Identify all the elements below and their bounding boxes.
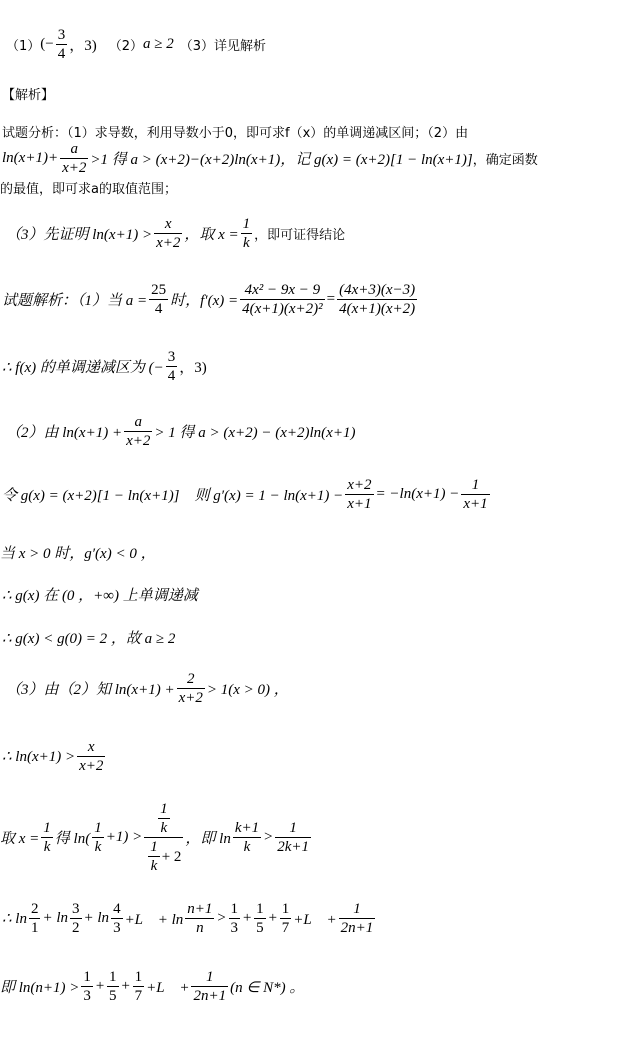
- solution-line-9: ∴ ln(x+1) > $\frac{x}{x+2}$: [2, 739, 104, 774]
- analysis-line-3: 的最值，即可求a的取值范围；: [0, 182, 177, 197]
- solution-line-12: 即 ln(n+1) > $\frac{1}{3}$ + $\frac{1}{5}$ + $\frac{1}{7}$ +L + $\frac{1}{2n+1}$ (n ∈ N*) 。: [0, 969, 305, 1004]
- answer-1-prefix: (−: [40, 36, 54, 52]
- answer-2-expr: a ≥ 2: [143, 36, 174, 52]
- solution-line-10: 取 x = $\frac{1}{k}$ 得 ln( $\frac{1}{k}$ +1) > $\frac{1}{k}$ $\frac{1}{k}$ + 2 ，即 ln $\frac{k+1}{k}$ > $\frac{1}{2k+1}$: [0, 801, 310, 874]
- analysis-line-4: （3）先证明 ln(x+1) > $\frac{x}{x+2}$ ，取 x = $\frac{1}{k}$ ，即可证得结论: [6, 216, 346, 251]
- solution-line-6: ∴ g(x) 在 (0 ，+∞) 上单调递减: [2, 588, 198, 604]
- answer-3-label: （3）详见解析: [179, 39, 267, 54]
- solution-line-4: 令 g(x) = (x+2)[1 − ln(x+1)] 则 g′(x) = 1 − ln(x+1) − $\frac{x+2}{x+1}$ = −ln(x+1) − $\frac{1}{x+1}$: [2, 477, 488, 512]
- analysis-line-2: ln(x+1)+ $\frac{a}{x+2}$ >1 得 a > (x+2)−(x+2)ln(x+1) ，记 g(x) = (x+2)[1 − ln(x+1)] ，确定函数: [2, 141, 538, 176]
- solution-line-2: ∴ f(x) 的单调递减区为 (− $\frac{3}{4}$ ，3): [2, 349, 207, 384]
- solution-line-11: ∴ ln $\frac{2}{1}$ + ln $\frac{3}{2}$ + ln $\frac{4}{3}$ +L + ln $\frac{n+1}{n}$ > $\frac{1}{3}$ + $\frac{1}{5}$ + $\frac{1}{7}$ +L + $\frac{1}{2n+1}$: [2, 901, 374, 936]
- analysis-line-2-fraction: $\frac{a}{x+2}$: [62, 141, 87, 176]
- solution-line-7: ∴ g(x) < g(0) = 2 ，故 a ≥ 2: [2, 631, 176, 647]
- answer-1-fraction: $\frac{3}{4}$: [57, 27, 66, 62]
- compound-fraction: $\frac{1}{k}$ $\frac{1}{k}$ + 2: [144, 800, 183, 875]
- analysis-heading: 【解析】: [2, 88, 55, 103]
- solution-line-5: 当 x > 0 时，g′(x) < 0 ，: [0, 546, 156, 562]
- answers-line: [6, 26, 266, 63]
- answer-2-label: （2）: [108, 39, 144, 54]
- analysis-line-1: 试题分析：（1）求导数，利用导数小于0，即可求f（x）的单调递减区间；（2）由: [2, 126, 469, 141]
- solution-line-8: （3）由（2）知 ln(x+1) + $\frac{2}{x+2}$ > 1(x > 0) ，: [6, 671, 289, 706]
- solution-line-3: （2）由 ln(x+1) + $\frac{a}{x+2}$ > 1 得 a > (x+2) − (x+2)ln(x+1): [6, 414, 356, 449]
- answer-1-label: （1）: [6, 39, 41, 54]
- answer-1-suffix: ，3): [69, 38, 97, 54]
- solution-line-1: 试题解析：（1）当 a = $\frac{25}{4}$ 时，f′(x) = $\frac{\text{4x² − 9x − 9}}{\text{4(x+1)(x+2)²}}$ = $\frac{(4x+3)(x-3)}{4(x+1)(x+2)}$: [2, 282, 416, 317]
